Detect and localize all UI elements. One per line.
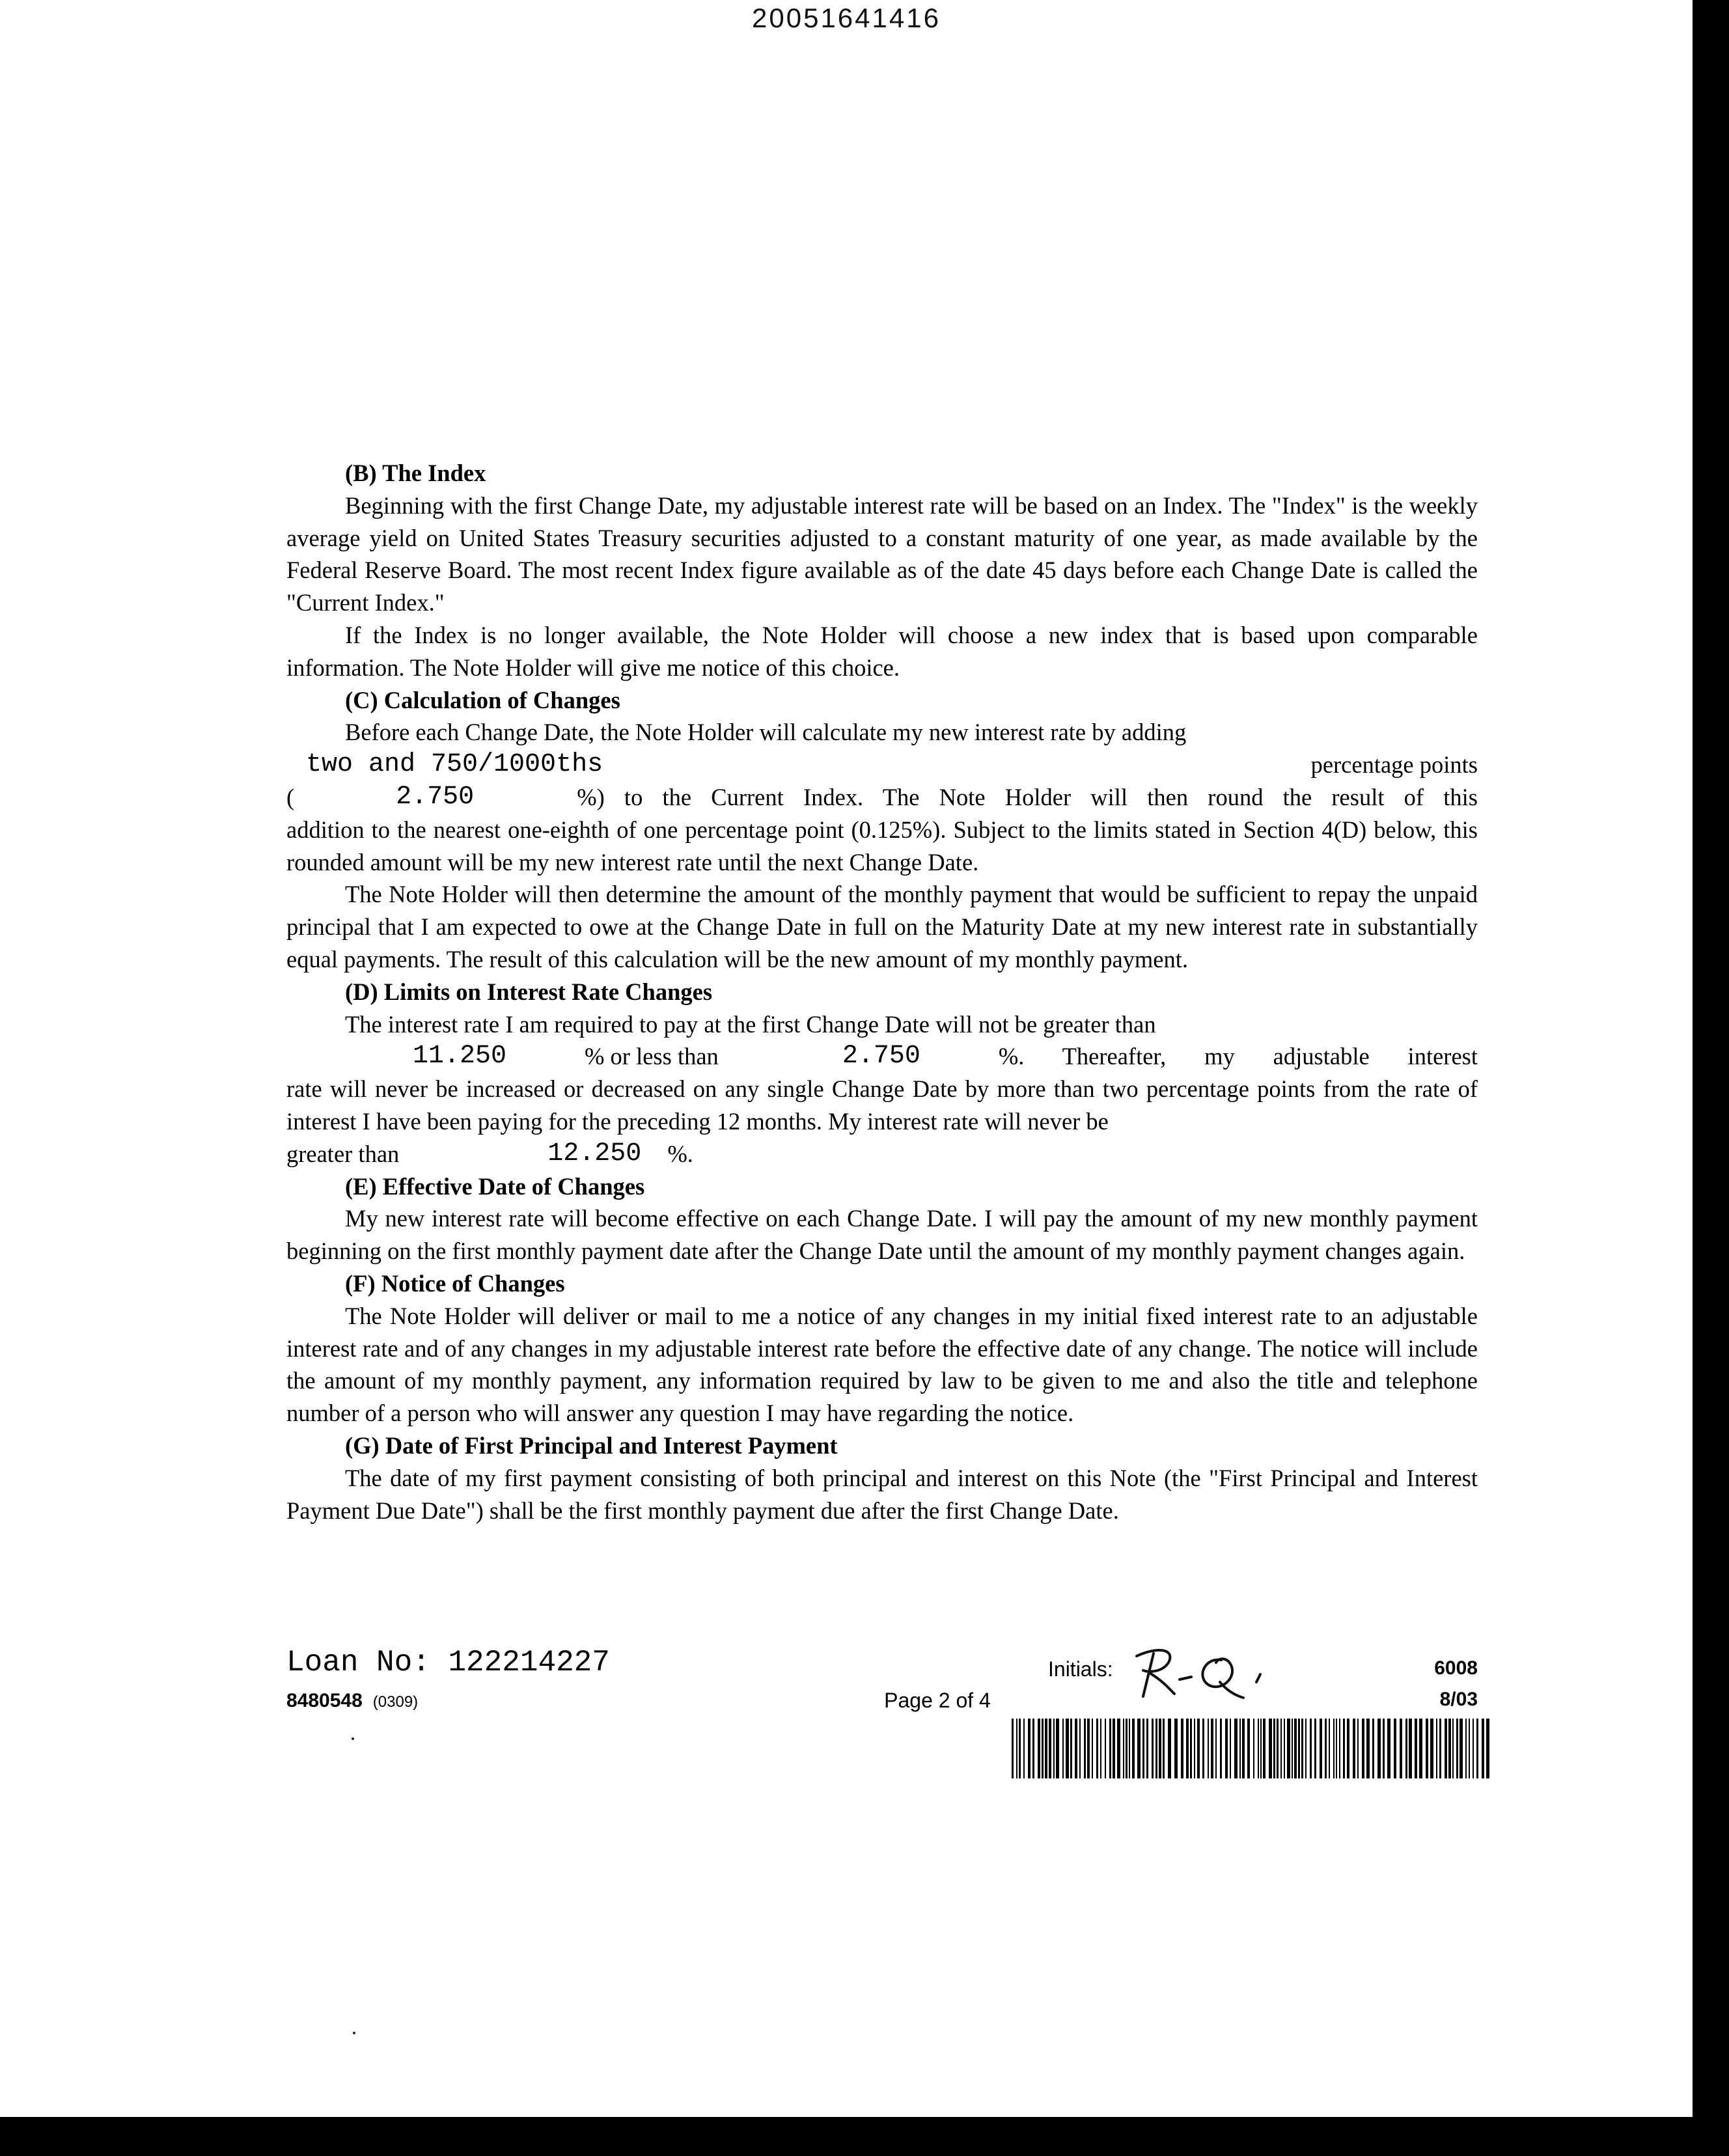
barcode-bar: [1263, 1719, 1266, 1778]
section-g-heading: (G) Date of First Principal and Interest Payment: [345, 1431, 838, 1459]
section-c-heading: (C) Calculation of Changes: [345, 686, 620, 713]
barcode-bar: [1225, 1719, 1228, 1778]
barcode-bar: [1053, 1719, 1055, 1778]
max-first-rate: 11.250: [413, 1042, 507, 1071]
barcode-bar: [1277, 1719, 1279, 1778]
barcode-bar: [1168, 1719, 1171, 1778]
barcode-bar: [1220, 1719, 1222, 1778]
section-c-para-1d: addition to the nearest one-eighth of one percentage point (0.125%). Subject to the limits stated in Section 4(D) below, this rounded amount will be my new interest rate until the next Change Date.: [286, 816, 1478, 876]
barcode-bar: [1181, 1719, 1183, 1778]
barcode-bar: [1230, 1719, 1231, 1778]
initials-label: Initials:: [1048, 1657, 1113, 1681]
barcode-bar: [1186, 1719, 1189, 1778]
barcode-bar: [1430, 1719, 1433, 1778]
barcode-bar: [1426, 1719, 1428, 1778]
barcode-bar: [1452, 1719, 1454, 1778]
barcode-bar: [1142, 1719, 1144, 1778]
greater-than-text: greater than: [286, 1140, 400, 1167]
margin-value: 2.750: [396, 782, 475, 812]
barcode-bar: [1459, 1719, 1463, 1778]
barcode-bar: [1383, 1719, 1385, 1778]
barcode-bar: [1298, 1719, 1300, 1778]
barcode-bar: [1287, 1719, 1290, 1778]
barcode-bar: [1329, 1719, 1330, 1778]
barcode-bar: [1087, 1719, 1090, 1778]
initials-signature: [1124, 1634, 1280, 1706]
barcode-bar: [1247, 1719, 1250, 1778]
barcode-bar: [1294, 1719, 1297, 1778]
barcode-bar: [1405, 1719, 1407, 1778]
barcode-bar: [1310, 1719, 1312, 1778]
barcode-bar: [1339, 1719, 1340, 1778]
barcode-bar: [1194, 1719, 1195, 1778]
barcode-bar: [1456, 1719, 1458, 1778]
barcode-bar: [1400, 1719, 1402, 1778]
barcode-bar: [1436, 1719, 1437, 1778]
barcode: [1012, 1719, 1493, 1778]
barcode-bar: [1113, 1719, 1115, 1778]
section-b-para-2: If the Index is no longer available, the Note Holder will choose a new index that is based upon comparable information. The Note Holder will give me notice of this choice.: [286, 621, 1478, 681]
barcode-bar: [1062, 1719, 1064, 1778]
barcode-bar: [1325, 1719, 1327, 1778]
margin-words-line: [286, 749, 1478, 781]
barcode-bar: [1066, 1719, 1069, 1778]
barcode-bar: [1208, 1719, 1209, 1778]
barcode-bar: [1476, 1719, 1478, 1778]
barcode-bar: [1445, 1719, 1447, 1778]
barcode-bar: [1269, 1719, 1272, 1778]
barcode-bar: [1105, 1719, 1106, 1778]
barcode-bar: [1038, 1719, 1040, 1778]
barcode-bar: [1056, 1719, 1059, 1778]
barcode-bar: [1092, 1719, 1093, 1778]
section-b-heading: (B) The Index: [345, 460, 486, 486]
barcode-bar: [1152, 1719, 1154, 1778]
open-paren: (: [286, 783, 295, 810]
percentage-points-text: percentage points: [1310, 751, 1478, 779]
or-less-than-text: % or less than: [585, 1043, 719, 1070]
barcode-bar: [1117, 1719, 1120, 1778]
barcode-bar: [1473, 1719, 1474, 1778]
barcode-bar: [1159, 1719, 1161, 1778]
form-code: 6008: [1434, 1657, 1478, 1679]
section-c-para-1a: Before each Change Date, the Note Holder will calculate my new interest rate by adding: [345, 719, 1187, 746]
barcode-bar: [1045, 1719, 1047, 1778]
barcode-bar: [1465, 1719, 1467, 1778]
barcode-bar: [1049, 1719, 1051, 1778]
barcode-bar: [1377, 1719, 1381, 1778]
barcode-bar: [1448, 1719, 1451, 1778]
section-f-para-1: The Note Holder will deliver or mail to me a notice of any changes in my initial fixed interest rate to an adjustable interest rate and of any changes in my adjustable interest rate before the effective date of any change. The notice will include the amount of my monthly payment, any information required by law to be given to me and also the title and telephone number of a person who will answer any question I may have regarding the notice.: [286, 1302, 1478, 1427]
barcode-bar: [1155, 1719, 1157, 1778]
barcode-bar: [1075, 1719, 1077, 1778]
section-c-para-2: The Note Holder will then determine the amount of the monthly payment that would be sufficient to repay the unpaid principal that I am expected to owe at the Change Date in full on the Maturity Date at my new interest rate in substantially equal payments. The result of this calculation will be the new amount of my monthly payment.: [286, 881, 1478, 973]
barcode-bar: [1042, 1719, 1044, 1778]
form-number: [286, 1690, 418, 1712]
barcode-bar: [1211, 1719, 1213, 1778]
page-number: Page 2 of 4: [884, 1689, 991, 1712]
barcode-bar: [1353, 1719, 1355, 1778]
barcode-bar: [1366, 1719, 1370, 1778]
barcode-bar: [1333, 1719, 1335, 1778]
page-footer: [286, 1646, 1478, 1789]
margin-words: two and 750/1000ths: [306, 750, 603, 780]
barcode-bar: [1372, 1719, 1374, 1778]
rate-limits-line: [286, 1040, 1478, 1073]
barcode-bar: [1084, 1719, 1086, 1778]
section-d-para-1a: The interest rate I am required to pay at the first Change Date will not be greater than: [345, 1010, 1156, 1038]
barcode-bar: [1347, 1719, 1349, 1778]
lifetime-max-line: [286, 1138, 1478, 1170]
barcode-bar: [1336, 1719, 1337, 1778]
barcode-bar: [1028, 1719, 1030, 1778]
section-e-para-1: My new interest rate will become effective on each Change Date. I will pay the amount of my new monthly payment beginning on the first monthly payment date after the Change Date until the amount of my monthly payment changes again.: [286, 1205, 1478, 1265]
barcode-bar: [1284, 1719, 1285, 1778]
margin-value-text: %) to the Current Index. The Note Holder will then round the result of this: [577, 783, 1478, 810]
barcode-bar: [1079, 1719, 1081, 1778]
barcode-bar: [1129, 1719, 1130, 1778]
note-body: [286, 457, 1478, 1527]
barcode-bar: [1301, 1719, 1303, 1778]
section-b-para-1: Beginning with the first Change Date, my adjustable interest rate will be based on an Index. The "Index" is the weekly average yield on United States Treasury securities adjusted to a constant maturity of one year, as made available by the Federal Reserve Board. The most recent Index figure available as of the date 45 days before each Change Date is called the "Current Index.": [286, 491, 1478, 616]
barcode-bar: [1260, 1719, 1262, 1778]
barcode-bar: [1486, 1719, 1489, 1778]
min-first-rate: 2.750: [842, 1042, 920, 1071]
section-d-heading: (D) Limits on Interest Rate Changes: [345, 978, 713, 1005]
barcode-bar: [1314, 1719, 1316, 1778]
barcode-bar: [1096, 1719, 1098, 1778]
barcode-bar: [1357, 1719, 1359, 1778]
barcode-bar: [1469, 1719, 1470, 1778]
barcode-bar: [1343, 1719, 1345, 1778]
barcode-bar: [1387, 1719, 1390, 1778]
barcode-bar: [1070, 1719, 1072, 1778]
barcode-bar: [1362, 1719, 1364, 1778]
barcode-bar: [1258, 1719, 1259, 1778]
barcode-bar: [1280, 1719, 1282, 1778]
barcode-bar: [1394, 1719, 1396, 1778]
barcode-bar: [1016, 1719, 1017, 1778]
barcode-bar: [1242, 1719, 1245, 1778]
speck: [353, 2032, 355, 2034]
form-number-value: 8480548: [286, 1690, 363, 1711]
barcode-bar: [1126, 1719, 1127, 1778]
barcode-bar: [1215, 1719, 1217, 1778]
barcode-bar: [1163, 1719, 1165, 1778]
barcode-bar: [1019, 1719, 1021, 1778]
barcode-bar: [1439, 1719, 1441, 1778]
section-d-para-1d: rate will never be increased or decreased on any single Change Date by more than two percentage points from the rate of interest I have been paying for the preceding 12 months. My interest rate will never be: [286, 1075, 1478, 1135]
barcode-bar: [1012, 1719, 1014, 1778]
form-revision: (0309): [372, 1693, 419, 1711]
barcode-bar: [1197, 1719, 1200, 1778]
barcode-bar: [1032, 1719, 1034, 1778]
barcode-bar: [1320, 1719, 1322, 1778]
percent-end: %.: [667, 1140, 693, 1167]
barcode-bar: [1023, 1719, 1025, 1778]
barcode-bar: [1419, 1719, 1422, 1778]
barcode-bar: [1109, 1719, 1111, 1778]
barcode-bar: [1305, 1719, 1307, 1778]
lifetime-max-rate: 12.250: [547, 1139, 642, 1168]
barcode-bar: [1202, 1719, 1204, 1778]
barcode-bar: [1174, 1719, 1178, 1778]
barcode-bar: [1292, 1719, 1293, 1778]
thereafter-text: %. Thereafter, my adjustable interest: [998, 1043, 1478, 1070]
margin-value-line: [286, 781, 1478, 814]
barcode-bar: [1137, 1719, 1141, 1778]
barcode-bar: [1409, 1719, 1412, 1778]
form-date-code: 8/03: [1439, 1689, 1478, 1710]
speck: [352, 1737, 354, 1740]
barcode-bar: [1253, 1719, 1254, 1778]
barcode-bar: [1123, 1719, 1124, 1778]
section-f-heading: (F) Notice of Changes: [345, 1269, 565, 1297]
section-e-heading: (E) Effective Date of Changes: [345, 1172, 645, 1200]
barcode-bar: [1100, 1719, 1101, 1778]
barcode-bar: [1482, 1719, 1484, 1778]
barcode-bar: [1415, 1719, 1417, 1778]
barcode-bar: [1234, 1719, 1238, 1778]
barcode-bar: [1190, 1719, 1192, 1778]
barcode-bar: [1132, 1719, 1135, 1778]
loan-number: Loan No: 122214227: [286, 1646, 610, 1679]
barcode-bar: [1273, 1719, 1275, 1778]
document-id: 20051641416: [752, 3, 941, 33]
barcode-bar: [1239, 1719, 1241, 1778]
barcode-bar: [1146, 1719, 1148, 1778]
section-g-para-1: The date of my first payment consisting of both principal and interest on this Note (the "First Principal and Interest Payment Due Date") shall be the first monthly payment due after the first Change Date.: [286, 1464, 1478, 1524]
